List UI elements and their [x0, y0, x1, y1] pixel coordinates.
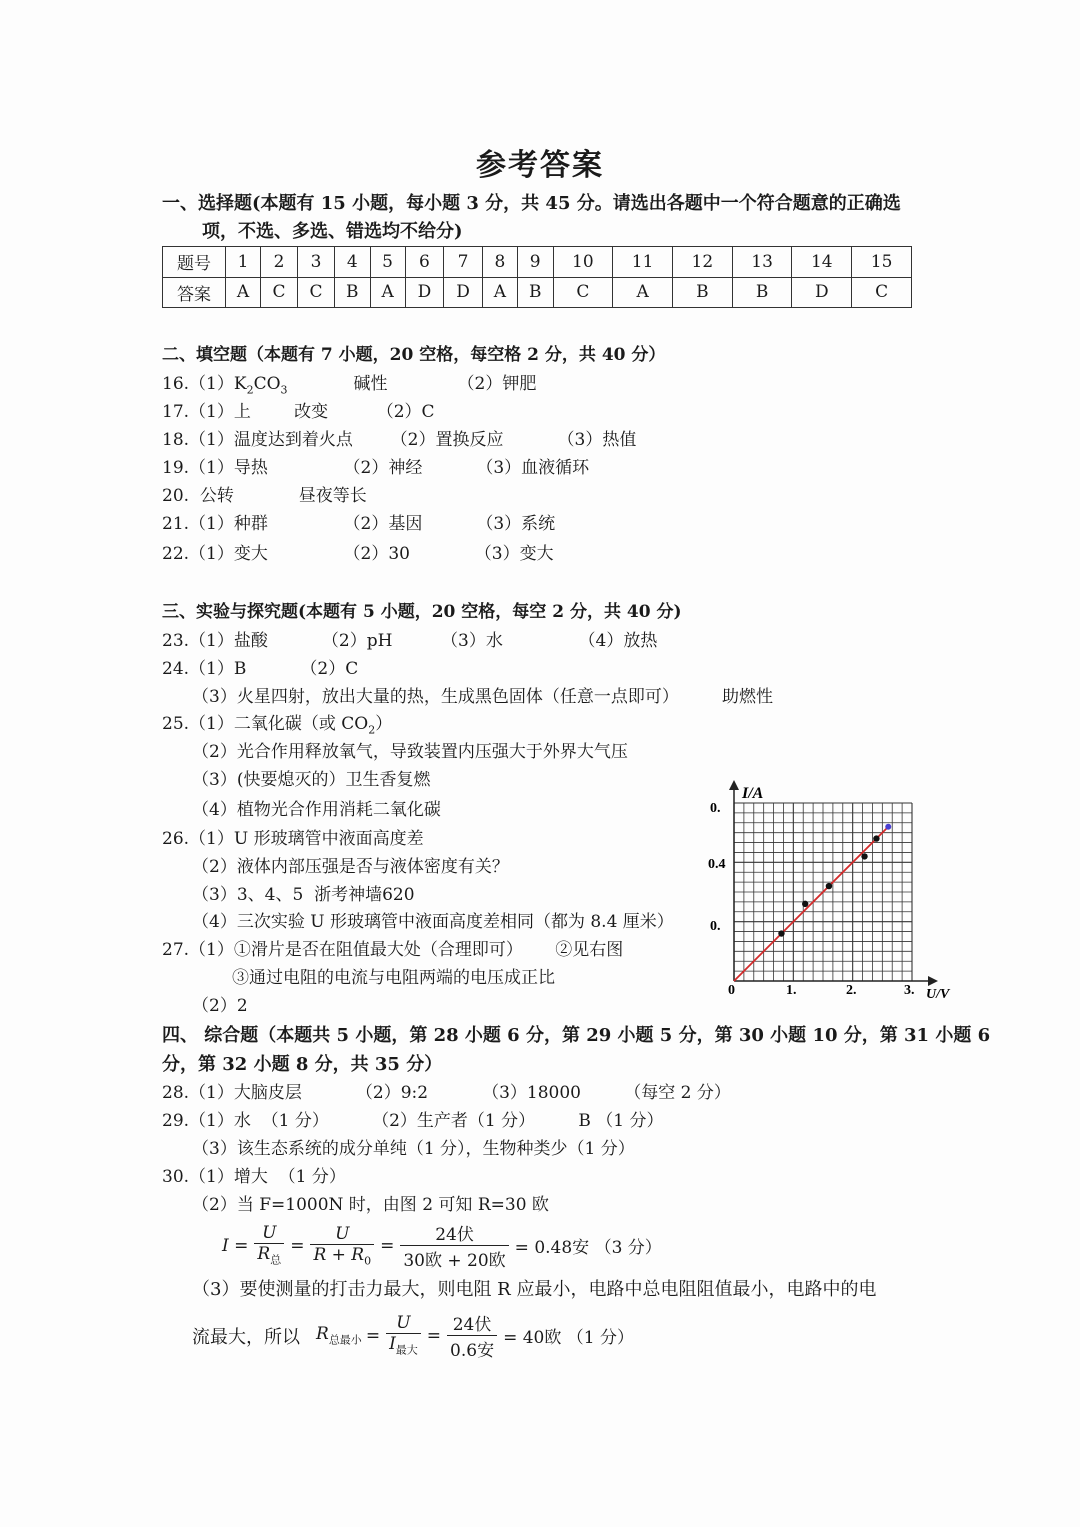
- eq2-frac1-num: U: [386, 1313, 421, 1334]
- q16-part2: CO: [253, 374, 281, 394]
- data-point: [873, 835, 879, 841]
- x-axis-label: U/V: [926, 987, 950, 1002]
- data-point: [826, 883, 832, 889]
- question-number: 14: [792, 247, 852, 278]
- answer-cell: C: [261, 277, 298, 308]
- answer-29-line2: （3）该生态系统的成分单纯（1 分），生物种类少（1 分）: [192, 1139, 635, 1159]
- x-tick-label: 1.: [786, 983, 797, 998]
- data-point: [802, 901, 808, 907]
- answer-30-line3: （3）要使测量的打击力最大，则电阻 R 应最小，电路中总电阻阻值最小，电路中的电: [192, 1279, 877, 1300]
- eq1-frac1-den-main: R: [257, 1244, 271, 1265]
- eq1-equals: =: [290, 1235, 305, 1256]
- eq2-lhs-main: R: [316, 1323, 329, 1344]
- answer-cell: A: [613, 277, 673, 308]
- question-number: 1: [226, 247, 261, 278]
- answer-table: [162, 246, 912, 308]
- eq1-frac1-den-sub: 总: [270, 1253, 282, 1267]
- q25-part1: 25.（1）二氧化碳（或 CO: [162, 714, 369, 734]
- eq1-frac2-num: U: [310, 1224, 374, 1245]
- eq1-frac3-num: 24伏: [400, 1220, 508, 1246]
- answer-cell: B: [732, 277, 792, 308]
- q25-sub: 2: [368, 723, 376, 737]
- answer-cell: B: [672, 277, 732, 308]
- x-tick-label: 0: [728, 983, 735, 998]
- answer-20: 20. 公转 昼夜等长: [162, 486, 367, 506]
- question-number: 5: [370, 247, 405, 278]
- q16-sub1: 2: [246, 383, 254, 397]
- eq1-frac2-den: [310, 1245, 374, 1267]
- question-number: 9: [517, 247, 553, 278]
- question-number: 11: [613, 247, 673, 278]
- row-header-answer: 答案: [163, 277, 226, 308]
- answer-18: 18.（1）温度达到着火点 （2）置换反应 （3）热值: [162, 430, 637, 450]
- answer-cell: C: [553, 277, 613, 308]
- answer-24-line2: （3）火星四射，放出大量的热，生成黑色固体（任意一点即可） 助燃性: [192, 687, 774, 707]
- question-number: 15: [852, 247, 912, 278]
- row-header-question: 题号: [163, 247, 226, 278]
- eq2-frac1-den: [386, 1334, 421, 1357]
- section3-heading: 三、实验与探究题(本题有 5 小题，20 空格，每空 2 分，共 40 分): [162, 602, 682, 622]
- answer-cell: A: [370, 277, 405, 308]
- y-axis-arrow: [729, 780, 739, 790]
- graph-marks: [734, 824, 891, 981]
- answer-cell: B: [517, 277, 553, 308]
- answer-cell: D: [405, 277, 444, 308]
- eq2-equals: =: [365, 1325, 381, 1346]
- answer-26-line2: （2）液体内部压强是否与液体密度有关？: [192, 857, 509, 877]
- y-axis-label: I/A: [742, 785, 764, 802]
- eq1-frac1-num: U: [254, 1223, 284, 1244]
- question-number: 3: [298, 247, 335, 278]
- current-equation: [222, 1220, 662, 1271]
- answer-27-line3: （2）2: [192, 996, 248, 1016]
- eq2-frac1: [386, 1313, 421, 1357]
- q16-part4: （2）钾肥: [457, 374, 537, 394]
- answer-26-line3: （3）3、4、5 浙考神墙620: [192, 885, 415, 905]
- answer-30-line4: 流最大，所以: [192, 1326, 300, 1348]
- eq1-frac1: [254, 1223, 284, 1267]
- answer-cell: B: [334, 277, 370, 308]
- section2-heading: 二、填空题（本题有 7 小题，20 空格，每空格 2 分，共 40 分）: [162, 345, 666, 365]
- answer-cell: A: [482, 277, 517, 308]
- answer-16: [162, 372, 536, 402]
- x-axis-arrow: [928, 976, 938, 986]
- eq1-frac2-den-main: R + R: [313, 1244, 365, 1265]
- eq2-lhs-sub: 总最小: [328, 1333, 362, 1347]
- answer-row: [163, 277, 912, 308]
- x-tick-label: 3.: [904, 983, 915, 998]
- answer-cell: C: [298, 277, 335, 308]
- answer-26-line1: 26.（1）U 形玻璃管中液面高度差: [162, 829, 424, 849]
- eq2-lhs: [316, 1324, 362, 1347]
- question-number: 10: [553, 247, 613, 278]
- question-number: 12: [672, 247, 732, 278]
- question-number: 6: [405, 247, 444, 278]
- eq1-frac2-den-sub: 0: [364, 1254, 372, 1268]
- question-number: 13: [732, 247, 792, 278]
- eq1-frac3: [400, 1220, 508, 1271]
- eq2-frac1-den-sub: 最大: [395, 1343, 418, 1357]
- answer-cell: A: [226, 277, 261, 308]
- answer-23: 23.（1）盐酸 （2）pH （3）水 （4）放热: [162, 631, 658, 651]
- answer-25-line3: （3）(快要熄灭的）卫生香复燃: [192, 770, 431, 790]
- answer-27-line2: ③通过电阻的电流与电阻两端的电压成正比: [232, 968, 555, 988]
- section4-heading-line2: 分，第 32 小题 8 分，共 35 分）: [162, 1054, 443, 1075]
- question-number: 8: [482, 247, 517, 278]
- answer-19: 19.（1）导热 （2）神经 （3）血液循环: [162, 458, 590, 478]
- question-number: 7: [444, 247, 483, 278]
- eq1-frac2: [310, 1224, 374, 1267]
- question-number: 4: [334, 247, 370, 278]
- eq1-result: = 0.48安 （3 分）: [514, 1238, 662, 1258]
- eq2-equals-2: =: [426, 1325, 442, 1346]
- eq2-frac2-num: 24伏: [447, 1310, 497, 1336]
- fit-line: [734, 827, 888, 981]
- answer-cell: D: [792, 277, 852, 308]
- q16-sub2: 3: [280, 383, 288, 397]
- fit-line-end-point: [885, 824, 891, 830]
- q25-part2: ）: [375, 714, 393, 734]
- answer-22: 22.（1）变大 （2）30 （3）变大: [162, 544, 554, 564]
- eq2-result: = 40欧 （1 分）: [503, 1328, 634, 1348]
- eq2-frac1-den-main: I: [389, 1334, 396, 1355]
- data-point: [861, 853, 867, 859]
- answer-30-line1: 30.（1）增大 （1 分）: [162, 1167, 346, 1187]
- answer-cell: C: [852, 277, 912, 308]
- answer-30-line2: （2）当 F=1000N 时，由图 2 可知 R=30 欧: [192, 1195, 549, 1215]
- y-tick-label: 0.: [710, 919, 721, 934]
- y-tick-label: 0.4: [708, 857, 726, 872]
- max-force-equation: [192, 1310, 634, 1361]
- page-title: 参考答案: [476, 148, 604, 183]
- iu-graph: [700, 776, 960, 1006]
- section1-heading-line1: 一、选择题(本题有 15 小题，每小题 3 分，共 45 分。请选出各题中一个符合题意的正确选: [162, 193, 901, 214]
- answer-29-line1: 29.（1）水 （1 分） （2）生产者（1 分） B （1 分）: [162, 1111, 664, 1131]
- answer-25-line4: （4）植物光合作用消耗二氧化碳: [192, 800, 441, 820]
- q16-part1: 16.（1）K: [162, 374, 247, 394]
- eq1-frac3-den: 30欧 + 20欧: [403, 1251, 506, 1271]
- answer-cell: D: [444, 277, 483, 308]
- section1-heading-line2: 项，不选、多选、错选均不给分): [202, 221, 463, 242]
- eq1-lhs: I =: [222, 1235, 249, 1256]
- y-tick-label: 0.: [710, 801, 721, 816]
- eq2-frac2: [447, 1310, 497, 1361]
- answer-28: 28.（1）大脑皮层 （2）9:2 （3）18000 （每空 2 分）: [162, 1083, 731, 1103]
- question-number-row: [163, 247, 912, 278]
- section4-heading-line1: 四、 综合题（本题共 5 小题，第 28 小题 6 分，第 29 小题 5 分，第 30 小题 10 分，第 31 小题 6: [162, 1025, 991, 1046]
- answer-25-line1: [162, 712, 392, 742]
- question-number: 2: [261, 247, 298, 278]
- x-tick-label: 2.: [846, 983, 857, 998]
- answer-27-line1: 27.（1）①滑片是否在阻值最大处（合理即可） ②见右图: [162, 940, 624, 960]
- answer-26-line4: （4）三次实验 U 形玻璃管中液面高度差相同（都为 8.4 厘米）: [192, 912, 674, 932]
- answer-24-line1: 24.（1）B （2）C: [162, 659, 359, 679]
- q16-part3: 碱性: [353, 374, 388, 394]
- eq2-frac2-den: 0.6安: [450, 1341, 495, 1361]
- answer-25-line2: （2）光合作用释放氧气，导致装置内压强大于外界大气压: [192, 742, 628, 762]
- eq1-frac1-den: [254, 1244, 284, 1267]
- data-point: [778, 930, 784, 936]
- answer-17: 17.（1）上 改变 （2）C: [162, 402, 435, 422]
- eq1-equals-2: =: [380, 1235, 395, 1256]
- answer-21: 21.（1）种群 （2）基因 （3）系统: [162, 514, 556, 534]
